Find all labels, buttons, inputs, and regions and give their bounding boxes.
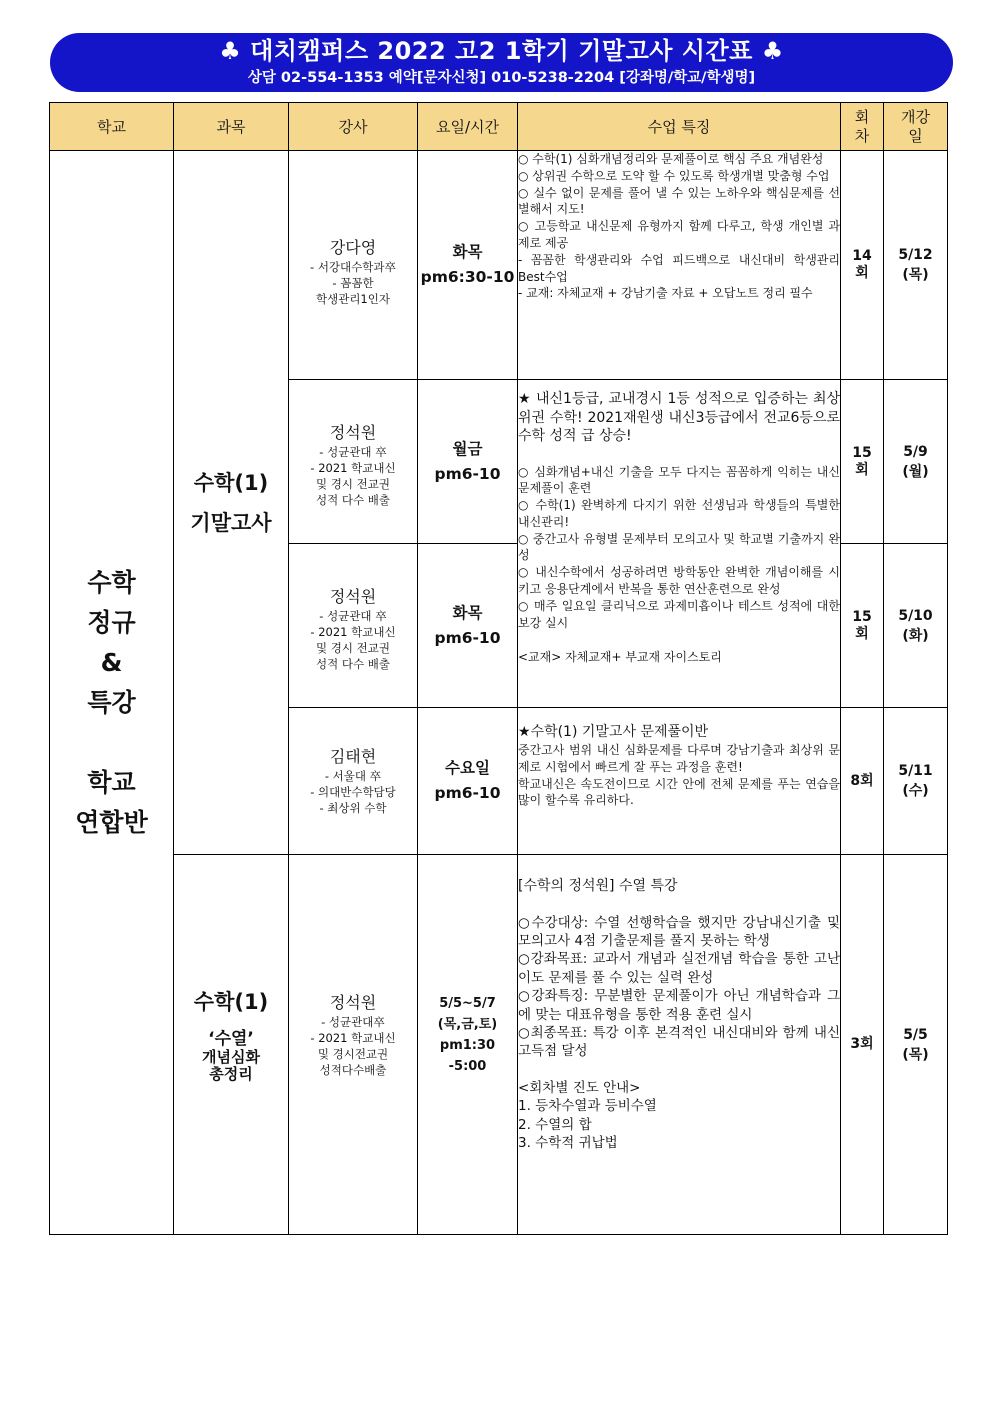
session-count: 3회	[841, 855, 884, 1235]
subject-cell: 수학(1) ‘수열’ 개념심화 총정리	[174, 855, 289, 1235]
subject-cell: 수학(1) 기말고사	[174, 151, 289, 855]
time-cell: 화목 pm6:30-10	[418, 151, 518, 380]
col-header-features: 수업 특징	[518, 103, 841, 151]
teacher-cell: 정석원 - 성균관대 卒 - 2021 학교내신 및 경시 전교권 성적 다수 배출	[289, 380, 418, 544]
table-row	[50, 855, 948, 1235]
time-cell: 화목 pm6-10	[418, 544, 518, 708]
open-date: 5/10 (화)	[884, 544, 948, 708]
schedule-table	[49, 102, 948, 1235]
time-cell: 5/5~5/7 (목,금,토) pm1:30 -5:00	[418, 855, 518, 1235]
col-header-count: 회 차	[841, 103, 884, 151]
open-date: 5/5 (목)	[884, 855, 948, 1235]
open-date: 5/11 (수)	[884, 708, 948, 855]
session-count: 8회	[841, 708, 884, 855]
col-header-time: 요일/시간	[418, 103, 518, 151]
col-header-subject: 과목	[174, 103, 289, 151]
teacher-cell: 강다영 - 서강대수학과卒 - 꼼꼼한 학생관리1인자	[289, 151, 418, 380]
session-count: 14 회	[841, 151, 884, 380]
col-header-open: 개강 일	[884, 103, 948, 151]
features-cell-shared: ★ 내신1등급, 교내경시 1등 성적으로 입증하는 최상위권 수학! 2021재원생 내신3등급에서 전교6등으로 수학 성적 급 상승! ○ 심화개념+내신 기출을 모두 다지는 꼼꼼하게 익히는 내신문제풀이 훈련 ○ 수학(1) 완벽하게 다지기 위한 선생님과 학생들의 특별한 내신관리! ○ 중간고사 유형별 문제부터 모의고사 및 학교별 기출까지 완성 ○ 내신수학에서 성공하려면 방학동안 완벽한 개념이해를 시키고 응용단계에서 반복을 통한 연산훈련으로 완성 ○ 매주 일요일 클리닉으로 과제미흡이나 테스트 성적에 대한 보강 실시 <교재> 자체교재+ 부교재 자이스토리	[518, 380, 841, 708]
col-header-teacher: 강사	[289, 103, 418, 151]
table-row	[50, 151, 948, 380]
teacher-cell: 정석원 - 성균관대 卒 - 2021 학교내신 및 경시 전교권 성적 다수 배출	[289, 544, 418, 708]
time-cell: 월금 pm6-10	[418, 380, 518, 544]
teacher-cell: 정석원 - 성균관대卒 - 2021 학교내신 및 경시전교권 성적다수배출	[289, 855, 418, 1235]
table-header-row	[50, 103, 948, 151]
time-cell: 수요일 pm6-10	[418, 708, 518, 855]
teacher-cell: 김태현 - 서울대 卒 - 의대반수학담당 - 최상위 수학	[289, 708, 418, 855]
features-cell: ○ 수학(1) 심화개념정리와 문제풀이로 핵심 주요 개념완성 ○ 상위권 수학으로 도약 할 수 있도록 학생개별 맞춤형 수업 ○ 실수 없이 문제를 풀어 낼 수 있는 노하우와 핵심문제를 선별해서 지도! ○ 고등학교 내신문제 유형까지 함께 다루고, 학생 개인별 과제로 제공 - 꼼꼼한 학생관리와 수업 피드백으로 내신대비 학생관리 Best수업 - 교재: 자체교재 + 강남기출 자료 + 오답노트 정리 필수	[518, 151, 841, 380]
col-header-school: 학교	[50, 103, 174, 151]
title-banner	[50, 33, 953, 92]
features-cell: [수학의 정석원] 수열 특강 ○수강대상: 수열 선행학습을 했지만 강남내신기출 및 모의고사 4점 기출문제를 풀지 못하는 학생 ○강좌목표: 교과서 개념과 실전개념 학습을 통한 고난이도 문제를 풀 수 있는 실력 완성 ○강좌특징: 무분별한 문제풀이가 아닌 개념학습과 그에 맞는 대표유형을 통한 적용 훈련 실시 ○최종목표: 특강 이후 본격적인 내신대비와 함께 내신 고득점 달성 <회차별 진도 안내> 1. 등차수열과 등비수열 2. 수열의 합 3. 수학적 귀납법	[518, 855, 841, 1235]
session-count: 15 회	[841, 380, 884, 544]
page-title: ♣ 대치캠퍼스 2022 고2 1학기 기말고사 시간표 ♣	[219, 37, 784, 65]
open-date: 5/12 (목)	[884, 151, 948, 380]
open-date: 5/9 (월)	[884, 380, 948, 544]
school-cell: 수학 정규 & 특강 학교 연합반	[50, 151, 174, 1235]
features-cell: ★수학(1) 기말고사 문제풀이반 중간고사 범위 내신 심화문제를 다루며 강남기출과 최상위 문제로 시험에서 빠르게 잘 푸는 과정을 훈련! 학교내신은 속도전이므로 시간 안에 전체 문제를 푸는 연습을 많이 할수록 유리하다.	[518, 708, 841, 855]
session-count: 15 회	[841, 544, 884, 708]
contact-line: 상담 02-554-1353 예약[문자신청] 010-5238-2204 [강좌명/학교/학생명]	[247, 70, 756, 86]
